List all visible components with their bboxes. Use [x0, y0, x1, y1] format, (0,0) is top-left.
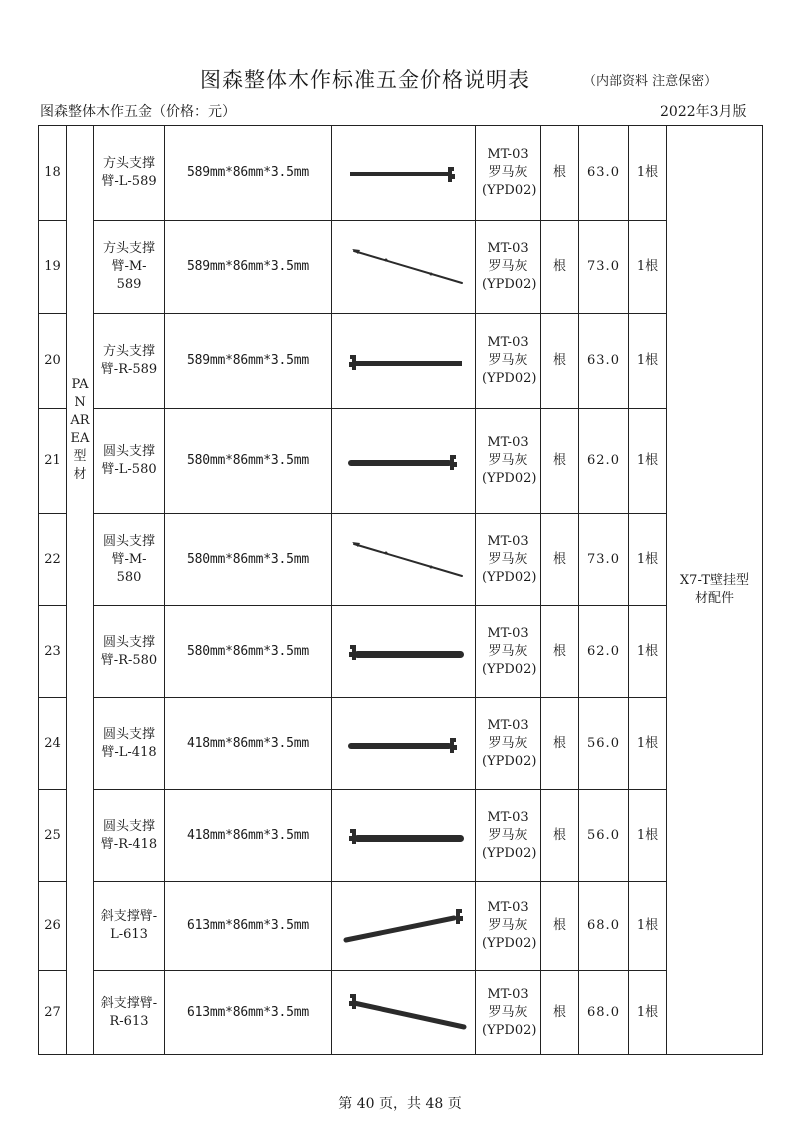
product-unit: 根 — [541, 606, 579, 698]
product-spec: 589mm*86mm*3.5mm — [165, 314, 332, 409]
product-quantity: 1根 — [629, 882, 667, 971]
page-footer: 第 40 页，共 48 页 — [338, 1096, 462, 1112]
product-material: MT-03罗马灰(YPD02) — [476, 882, 541, 971]
product-unit: 根 — [541, 126, 579, 221]
product-image — [332, 971, 476, 1055]
product-material: MT-03罗马灰(YPD02) — [476, 221, 541, 314]
product-name: 圆头支撑臂-M-580 — [94, 514, 165, 606]
table-row — [39, 409, 763, 514]
product-unit: 根 — [541, 790, 579, 882]
product-image — [332, 606, 476, 698]
thin-diagonal-arm-icon — [336, 530, 472, 590]
row-number: 25 — [39, 790, 67, 882]
series-label: PANAREA型材 — [70, 377, 90, 482]
product-quantity: 1根 — [629, 126, 667, 221]
row-number: 23 — [39, 606, 67, 698]
product-image — [332, 409, 476, 514]
product-spec: 418mm*86mm*3.5mm — [165, 790, 332, 882]
product-price: 73.0 — [579, 221, 629, 314]
page-title: 图森整体木作标准五金价格说明表 — [200, 68, 530, 92]
table-row — [39, 221, 763, 314]
round-arm-right-short-icon — [336, 806, 472, 866]
table-subtitle: 图森整体木作五金（价格：元） — [40, 104, 236, 120]
product-price: 63.0 — [579, 314, 629, 409]
product-name: 圆头支撑臂-R-418 — [94, 790, 165, 882]
product-name: 方头支撑臂-R-589 — [94, 314, 165, 409]
product-quantity: 1根 — [629, 514, 667, 606]
product-spec: 589mm*86mm*3.5mm — [165, 221, 332, 314]
row-number: 21 — [39, 409, 67, 514]
product-spec: 580mm*86mm*3.5mm — [165, 606, 332, 698]
table-row — [39, 790, 763, 882]
product-material: MT-03罗马灰(YPD02) — [476, 606, 541, 698]
product-image — [332, 790, 476, 882]
product-price: 56.0 — [579, 698, 629, 790]
product-name: 圆头支撑臂-R-580 — [94, 606, 165, 698]
product-material: MT-03罗马灰(YPD02) — [476, 409, 541, 514]
product-price: 63.0 — [579, 126, 629, 221]
product-image — [332, 882, 476, 971]
round-arm-left-short-icon — [336, 714, 472, 774]
product-material: MT-03罗马灰(YPD02) — [476, 790, 541, 882]
table-row — [39, 971, 763, 1055]
product-image — [332, 314, 476, 409]
price-table — [38, 125, 763, 1055]
product-unit: 根 — [541, 698, 579, 790]
product-quantity: 1根 — [629, 314, 667, 409]
product-spec: 589mm*86mm*3.5mm — [165, 126, 332, 221]
product-material: MT-03罗马灰(YPD02) — [476, 126, 541, 221]
slant-arm-left-icon — [336, 896, 472, 956]
confidential-note: （内部资料 注意保密） — [583, 74, 718, 89]
series-cell — [67, 126, 94, 1055]
row-number: 24 — [39, 698, 67, 790]
product-price: 62.0 — [579, 606, 629, 698]
product-spec: 580mm*86mm*3.5mm — [165, 514, 332, 606]
table-row — [39, 126, 763, 221]
table-row — [39, 698, 763, 790]
product-image — [332, 514, 476, 606]
product-spec: 418mm*86mm*3.5mm — [165, 698, 332, 790]
product-quantity: 1根 — [629, 790, 667, 882]
product-image — [332, 698, 476, 790]
thin-diagonal-arm-icon — [336, 237, 472, 297]
product-unit: 根 — [541, 514, 579, 606]
slant-arm-right-icon — [336, 983, 472, 1043]
flat-arm-right-icon — [336, 331, 472, 391]
product-spec: 580mm*86mm*3.5mm — [165, 409, 332, 514]
product-spec: 613mm*86mm*3.5mm — [165, 971, 332, 1055]
product-price: 56.0 — [579, 790, 629, 882]
product-name: 圆头支撑臂-L-580 — [94, 409, 165, 514]
row-number: 20 — [39, 314, 67, 409]
table-row — [39, 882, 763, 971]
row-number: 18 — [39, 126, 67, 221]
product-quantity: 1根 — [629, 698, 667, 790]
product-material: MT-03罗马灰(YPD02) — [476, 314, 541, 409]
round-arm-right-icon — [336, 622, 472, 682]
row-number: 27 — [39, 971, 67, 1055]
table-row — [39, 514, 763, 606]
product-price: 73.0 — [579, 514, 629, 606]
product-unit: 根 — [541, 314, 579, 409]
product-material: MT-03罗马灰(YPD02) — [476, 698, 541, 790]
product-quantity: 1根 — [629, 409, 667, 514]
row-number: 26 — [39, 882, 67, 971]
remark-cell — [667, 126, 763, 1055]
product-unit: 根 — [541, 409, 579, 514]
product-unit: 根 — [541, 882, 579, 971]
product-image — [332, 221, 476, 314]
product-price: 68.0 — [579, 971, 629, 1055]
product-material: MT-03罗马灰(YPD02) — [476, 514, 541, 606]
row-number: 22 — [39, 514, 67, 606]
product-quantity: 1根 — [629, 221, 667, 314]
product-name: 方头支撑臂-L-589 — [94, 126, 165, 221]
product-material: MT-03罗马灰(YPD02) — [476, 971, 541, 1055]
product-quantity: 1根 — [629, 971, 667, 1055]
product-name: 斜支撑臂-L-613 — [94, 882, 165, 971]
flat-arm-left-icon — [336, 143, 472, 203]
remark-label: X7-T壁挂型材配件 — [679, 573, 750, 606]
product-quantity: 1根 — [629, 606, 667, 698]
product-name: 圆头支撑臂-L-418 — [94, 698, 165, 790]
product-price: 62.0 — [579, 409, 629, 514]
product-spec: 613mm*86mm*3.5mm — [165, 882, 332, 971]
product-unit: 根 — [541, 971, 579, 1055]
table-row — [39, 606, 763, 698]
product-name: 方头支撑臂-M-589 — [94, 221, 165, 314]
product-image — [332, 126, 476, 221]
product-unit: 根 — [541, 221, 579, 314]
product-price: 68.0 — [579, 882, 629, 971]
round-arm-left-icon — [336, 431, 472, 491]
row-number: 19 — [39, 221, 67, 314]
product-name: 斜支撑臂-R-613 — [94, 971, 165, 1055]
edition-label: 2022年3月版 — [660, 104, 747, 120]
table-row — [39, 314, 763, 409]
